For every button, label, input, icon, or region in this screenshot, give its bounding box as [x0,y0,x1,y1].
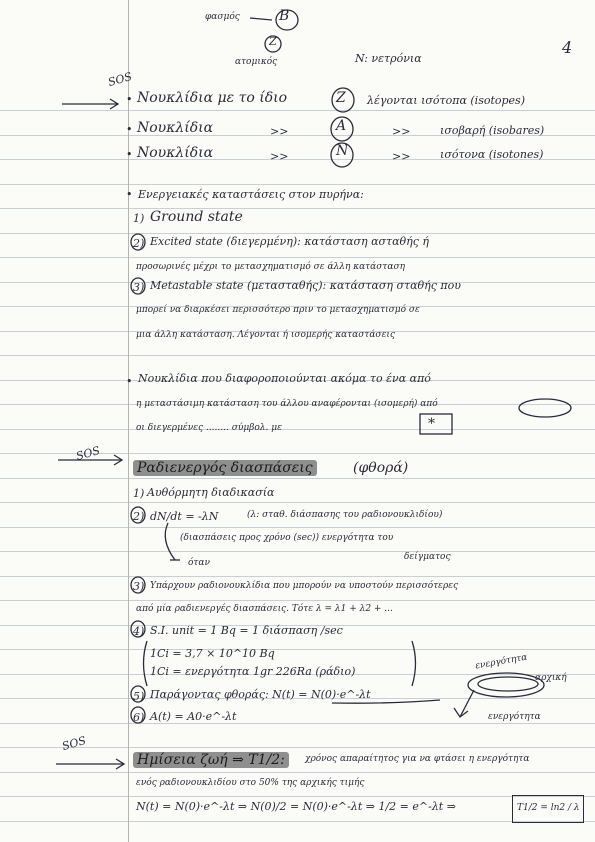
nuclide-para-line3: οι διεγερμένες ........ σύμβολ. με [136,423,282,433]
item-number: 2) [133,510,145,523]
isomer-circle [519,399,571,417]
nuclide-left: Νουκλίδια με το ίδιο [137,90,288,106]
bullet-dot: • [126,148,133,161]
decay-equation: dN/dt = -λN [150,510,219,523]
energy-item-1: Ground state [150,209,243,225]
nuclide-symbol: A [336,118,347,134]
item-circle [131,507,145,523]
item-circle [131,278,145,294]
nuclide-right: ισότονα (isotones) [440,148,544,161]
halflife-def-2: ενός ραδιονουκλιδίου στο 50% της αρχικής τιμής [136,778,365,788]
annotation-initial: αρχική [535,673,567,683]
n-label: N: νετρόνια [355,52,422,65]
curie-definition: 1Ci = 3,7 × 10^10 Bq [150,647,275,660]
decay-title-paren: (φθορά) [353,460,409,476]
item-number: 4) [133,625,145,638]
atomic-label: ατομικός [235,57,278,67]
underline [332,700,440,703]
energy-item-2-cont: προσωρινές μέχρι το μετασχηματισμό σε άλλη κατάσταση [136,262,405,272]
nuclide-symbol: Z [336,90,346,106]
bracket [412,641,416,686]
item-number: 1) [133,212,145,225]
nuclide-right: λέγονται ισότοπα (isotopes) [367,94,525,107]
decay-bracket [165,523,175,560]
pointer-line [250,18,272,20]
energy-item-2: Excited state (διεγερμένη): κατάσταση ασταθής ή [150,235,430,248]
decay-lambda-note: (λ: σταθ. διάσπασης του ραδιονουκλιδίου) [247,510,443,520]
energy-item-3: Metastable state (μετασταθής): κατάσταση σταθής που [150,279,461,292]
decay-sample: δείγματος [404,552,451,562]
halflife-equation: N(t) = N(0)·e^-λt ⇒ N(0)/2 = N(0)·e^-λt ⇒ 1/2 = e^-λt ⇒ [136,800,456,813]
nuclide-right: ισοβαρή (isobares) [440,124,545,137]
nuclide-arrow: >> [270,125,289,138]
z-symbol: Z [269,35,277,48]
annotation-activity-2: ενεργότητα [488,712,541,722]
item-circle [131,577,145,593]
bracket [144,641,148,686]
nuclide-arrow: >> [392,150,411,163]
annotation-arrow [460,690,474,717]
annotation-activity: ενεργότητα [474,652,529,672]
halflife-def-1: χρόνος απαραίτητος για να φτάσει η ενεργότητα [305,754,530,764]
item-circle [131,621,145,637]
energy-item-3-cont2: μια άλλη κατάσταση. Λέγονται ή ισομερής καταστάσεις [136,330,395,340]
item-number: 5) [133,690,145,703]
star-symbol: * [428,416,435,432]
nuclide-symbol: N [336,143,349,159]
item-number: 3) [133,281,145,294]
b-symbol: B [279,8,290,24]
energy-item-3-cont: μπορεί να διαρκέσει περισσότερο πριν το μετασχηματισμό σε [136,305,420,315]
decay-activity-note: (διασπάσεις προς χρόνο (sec)) ενεργότητα του [180,533,394,543]
item-circle [131,234,145,250]
b-circle [276,10,298,30]
halflife-result: T1/2 = ln2 / λ [517,803,580,813]
activity-equation: A(t) = A0·e^-λt [150,710,237,723]
bullet-dot: • [126,123,133,136]
decay-si-unit: S.I. unit = 1 Bq = 1 διάσπαση /sec [150,624,343,637]
decay-when: όταν [188,558,210,568]
item-circle [131,707,145,723]
symbol-circle [332,88,354,112]
item-number: 1) [133,487,145,500]
sos-mark: SOS [106,69,134,90]
decay-factor: Παράγοντας φθοράς: N(t) = N(0)·e^-λt [150,688,371,701]
item-number: 3) [133,580,145,593]
nuclide-arrow: >> [392,125,411,138]
annotation-arrow-head [454,708,468,717]
scribble-ellipse [478,677,538,691]
z-circle [265,36,281,52]
sos-mark: SOS [60,733,88,754]
bullet-dot: • [126,188,133,201]
decay-title-text: Ραδιενεργός διασπάσεις [133,460,317,476]
symbol-circle [331,117,353,141]
bullet-dot: • [126,375,133,388]
decay-item-3: Υπάρχουν ραδιονουκλίδια που μπορούν να υποστούν περισσότερες [150,581,459,591]
item-number: 2) [133,237,145,250]
item-number: 6) [133,711,145,724]
page-number: 4 [562,38,573,57]
nuclide-left: Νουκλίδια [137,120,214,136]
energy-intro: Ενεργειακές καταστάσεις στον πυρήνα: [138,188,364,201]
symbol-circle [331,143,353,167]
phasis-label: φασμός [205,12,240,22]
decay-item-3-cont: από μία ραδιενεργές διασπάσεις. Τότε λ = λ1 + λ2 + ... [136,604,393,614]
sos-mark: SOS [74,443,102,464]
star-box [420,414,452,434]
curie-radium: 1Ci = ενεργότητα 1gr 226Ra (ράδιο) [150,665,356,678]
decay-item-1: Αυθόρμητη διαδικασία [147,486,275,499]
nuclide-left: Νουκλίδια [137,145,214,161]
halflife-title-text: Ημίσεια ζωή ⇒ T1/2: [133,752,289,768]
nuclide-para-line1: Νουκλίδια που διαφοροποιούνται ακόμα το ένα από [138,372,431,385]
bullet-dot: • [126,93,133,106]
nuclide-arrow: >> [270,150,289,163]
nuclide-para-line2: η μεταστάσιμη κατάσταση του άλλου αναφέρονται (ισομερή) από [136,399,438,409]
item-circle [131,686,145,702]
